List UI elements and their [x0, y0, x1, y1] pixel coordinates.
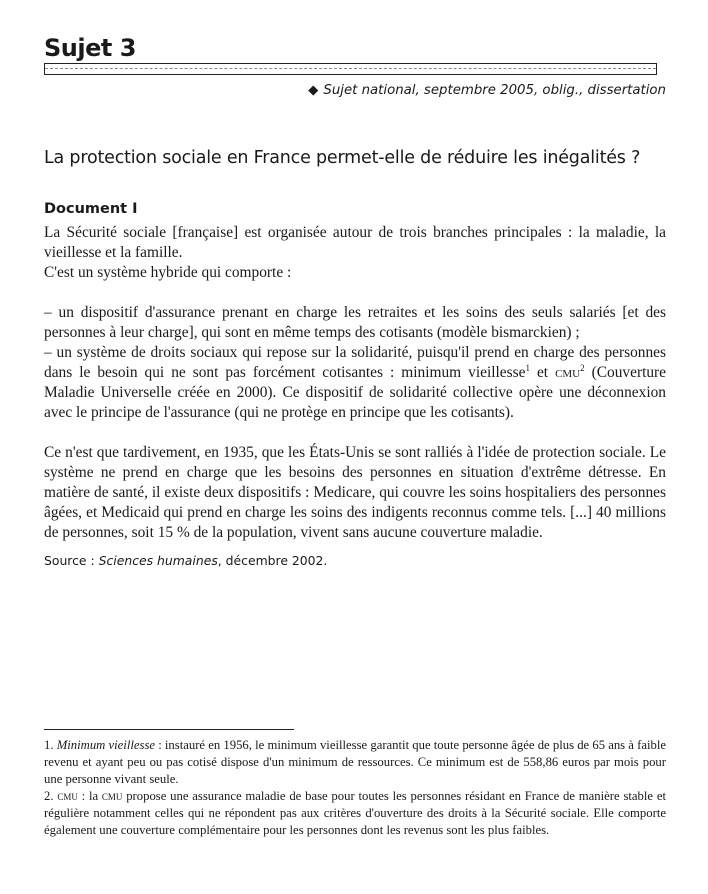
document-heading: Document I	[44, 201, 138, 217]
sujet-meta	[308, 83, 666, 98]
intro-paragraph: La Sécurité sociale [française] est organisée autour de trois branches principales : la maladie, la vieillesse et la famille.	[44, 224, 666, 261]
essay-question: La protection sociale en France permet-elle de réduire les inégalités ?	[44, 148, 641, 168]
title-divider	[44, 63, 657, 75]
footnote-1-text: : instauré en 1956, le minimum vieillesse garantit que toute personne âgée de plus de 65 ans à faible revenu et ayant peu ou pas cotisé dispose d'un minimum de ressources. Ce minimum est de 558,86 euros par mois pour une personne vivant seule.	[44, 738, 666, 786]
solidarity-text-c: (Couverture Maladie Universelle créée en 2000). Ce dispositif de solidarité collective opère une déconnexion avec le principe de l'assurance (qui ne protège en principe que les cotisants).	[44, 364, 666, 421]
footnote-ref-1: 1	[525, 362, 530, 373]
source-publication: Sciences humaines	[98, 553, 218, 568]
footnote-1-number: 1.	[44, 738, 57, 752]
document-body	[44, 223, 666, 543]
list-item-insurance: – un dispositif d'assurance prenant en charge les retraites et les soins des seuls salariés [et des personnes à leur charge], qui sont en même temps des cotisants (modèle bismarckien) ;	[44, 304, 666, 341]
hybrid-paragraph: C'est un système hybride qui comporte :	[44, 264, 292, 281]
footnote-2-term-inline: cmu	[101, 789, 123, 803]
footnote-divider	[44, 729, 294, 730]
footnote-2-text-a: : la	[77, 789, 102, 803]
solidarity-text-a: – un système de droits sociaux qui repose sur la solidarité, puisqu'il prend en charge des personnes dans le besoin qui ne sont pas forcément cotisantes : minimum vieillesse	[44, 344, 666, 381]
sujet-title: Sujet 3	[44, 34, 136, 62]
source-label: Source :	[44, 553, 99, 568]
solidarity-text-b: et	[529, 364, 556, 381]
footnote-2-number: 2.	[44, 789, 58, 803]
cmu-acronym: cmu	[555, 364, 581, 381]
source-line	[44, 553, 327, 568]
footnote-2-text-b: propose une assurance maladie de base pour toutes les personnes résidant en France de manière stable et régulière notamment celles qui ne répondent pas aux critères d'ouverture des droits à la Sécurité sociale. Elle comporte également une couverture complémentaire pour les personnes dont les revenus sont les plus faibles.	[44, 789, 666, 837]
footnote-1	[44, 737, 666, 788]
source-date: , décembre 2002.	[217, 553, 328, 568]
footnote-ref-2: 2	[580, 362, 585, 373]
us-paragraph: Ce n'est que tardivement, en 1935, que les États-Unis se sont ralliés à l'idée de protection sociale. Le système ne prend en charge que les besoins des personnes en situation d'extrême détresse. En matière de santé, il existe deux dispositifs : Medicare, qui couvre les soins hospitaliers des personnes âgées, et Medicaid qui prend en charge les soins des indigents reconnus comme tels. [...] 40 millions de personnes, soit 15 % de la population, vivent sans aucune couverture maladie.	[44, 444, 666, 541]
footnote-2-term: cmu	[57, 789, 78, 803]
footnote-1-term: Minimum vieillesse	[56, 738, 156, 752]
footnote-2	[44, 788, 666, 839]
diamond-icon: ◆	[308, 83, 319, 98]
sujet-meta-text: Sujet national, septembre 2005, oblig., dissertation	[323, 83, 666, 98]
footnotes	[44, 737, 666, 839]
list-item-solidarity	[44, 343, 666, 423]
